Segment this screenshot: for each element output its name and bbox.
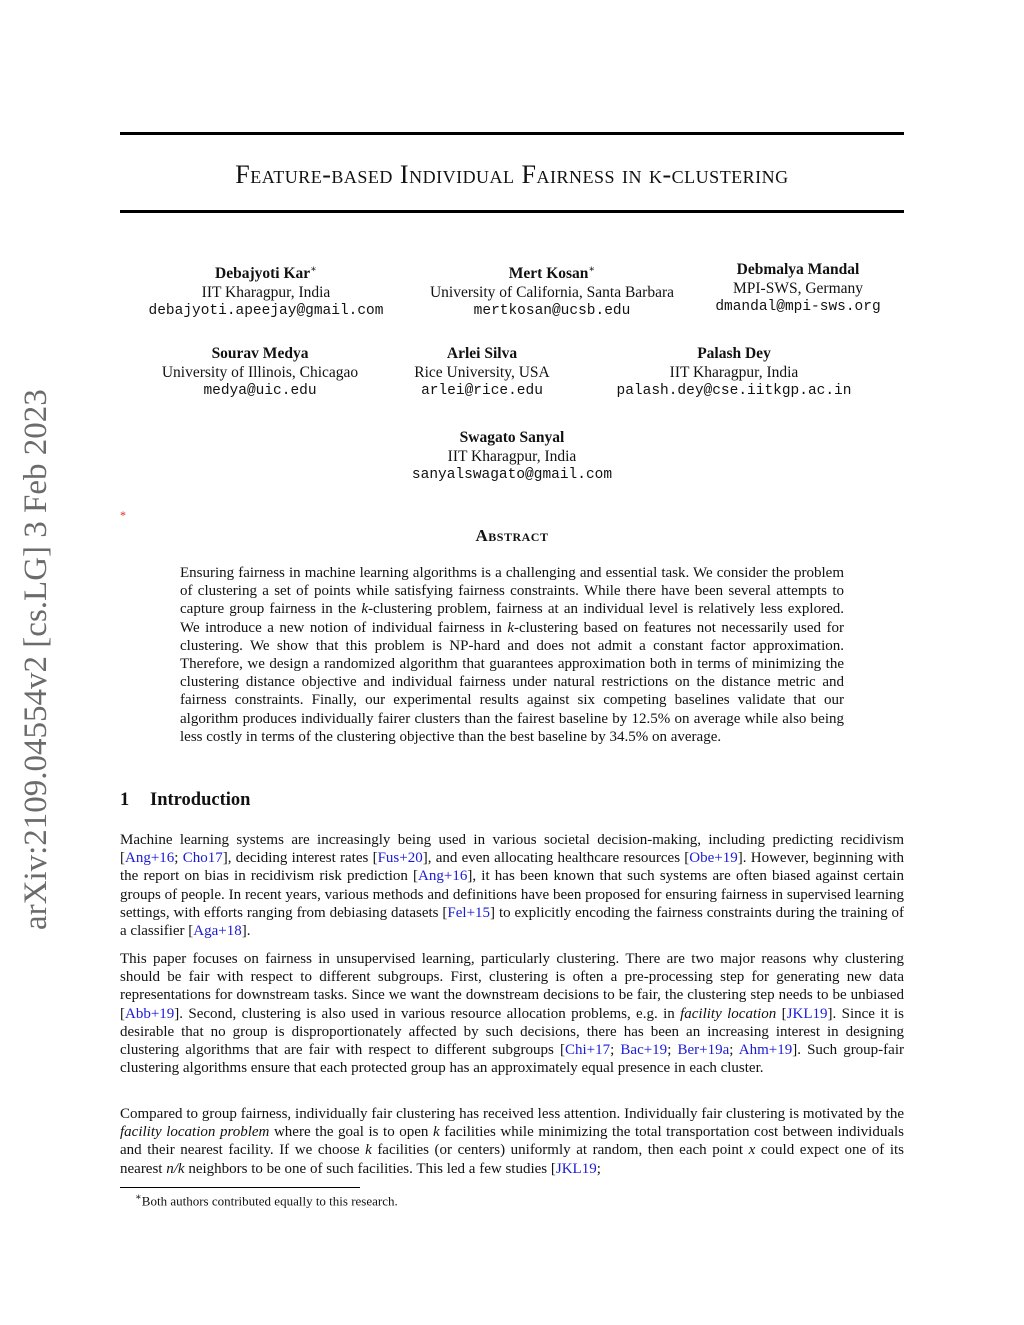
author-block — [126, 260, 406, 321]
author-affiliation: IIT Kharagpur, India — [201, 284, 331, 302]
title-bottom-rule — [120, 210, 904, 213]
footnote: ∗Both authors contributed equally to this research. — [135, 1192, 398, 1209]
author-affiliation: IIT Kharagpur, India — [669, 364, 799, 381]
title-top-rule — [120, 132, 904, 135]
citation-link[interactable]: Abb+19 — [125, 1005, 175, 1022]
author-email[interactable]: palash.dey@cse.iitkgp.ac.in — [616, 383, 852, 399]
author-email[interactable]: debajyoti.apeejay@gmail.com — [148, 303, 384, 320]
author-affiliation: Rice University, USA — [414, 364, 550, 381]
author-block — [592, 344, 876, 401]
citation-link[interactable]: Ang+16 — [125, 850, 175, 867]
citation-link[interactable]: Ber+19a — [677, 1042, 730, 1059]
author-name: Sourav Medya — [211, 345, 309, 362]
abstract-text: Ensuring fairness in machine learning algorithms is a challenging and essential task. We consider the problem of clustering a set of points while satisfying fairness constraints. While there have been several attempts to capture group fairness in the k-clustering problem, fairness at an individual level is relatively less explored. We introduce a new notion of individual fairness in k-clustering based on features not necessarily used for clustering. We show that this problem is NP-hard and does not admit a constant factor approximation. Therefore, we design a randomized algorithm that guarantees approximation both in terms of minimizing the clustering distance objective and individual fairness under natural restrictions on the distance metric and fairness constraints. Finally, our experimental results against six competing baselines validate that our algorithm produces individually fairer clusters than the fairest baseline by 12.5% on average while also being less costly in terms of the clustering objective than the best baseline by 34.5% on average. — [180, 565, 844, 745]
citation-link[interactable]: Fus+20 — [377, 850, 423, 867]
paper-title: Feature-based Individual Fairness in k-clustering — [235, 160, 789, 189]
author-block — [698, 260, 898, 317]
author-email[interactable]: dmandal@mpi-sws.org — [715, 299, 881, 315]
author-email[interactable]: medya@uic.edu — [203, 383, 317, 399]
author-block — [412, 260, 692, 321]
abstract-heading: Abstract — [475, 526, 549, 545]
author-affiliation: MPI-SWS, Germany — [732, 280, 864, 297]
citation-link[interactable]: Ang+16 — [418, 868, 468, 885]
author-email[interactable]: arlei@rice.edu — [421, 383, 543, 399]
author-email[interactable]: mertkosan@ucsb.edu — [473, 303, 631, 320]
arxiv-id: arXiv:2109.04554v2 [cs.LG] 3 Feb 2023 — [18, 389, 54, 930]
citation-link[interactable]: Obe+19 — [689, 850, 738, 867]
citation-link[interactable]: JKL19 — [555, 1160, 597, 1177]
citation-link[interactable]: Ahm+19 — [738, 1042, 793, 1059]
body-paragraph: Compared to group fairness, individually fair clustering has received less attention. Individually fair clustering is motivated by the facility location problem where the goal is to open k facilities while minimizing the total transportation cost between individuals and their nearest facility. If we choose k facilities (or centers) uniformly at random, then each point x could expect one of its nearest n/k neighbors to be one of such facilities. This led a few studies [JKL19; — [120, 1106, 904, 1177]
citation-link[interactable]: Chi+17 — [564, 1042, 611, 1059]
citation-link[interactable]: JKL19 — [786, 1005, 828, 1022]
body-paragraph: Machine learning systems are increasingly being used in various societal decision-making, including predicting recidivism [Ang+16; Cho17], deciding interest rates [Fus+20], and even allocating healthcare resources [Obe+19]. However, beginning with the report on bias in recidivism risk prediction [Ang+16], it has been known that such systems are often biased against certain groups of people. In recent years, various methods and definitions have been proposed for ensuring fairness in supervised learning settings, with efforts ranging from debiasing datasets [Fel+15] to explicitly encoding the fairness constraints during the training of a classifier [Aga+18]. — [120, 832, 905, 940]
section-number: 1 — [120, 790, 130, 810]
author-name: Debajyoti Kar — [215, 265, 311, 283]
author-name: Swagato Sanyal — [459, 429, 565, 446]
author-block — [362, 428, 662, 485]
author-affiliation: University of Illinois, Chicagao — [161, 364, 359, 381]
citation-link[interactable]: Bac+19 — [620, 1042, 668, 1059]
section-title: Introduction — [150, 790, 251, 810]
footnote-marker: * — [120, 508, 126, 522]
section-heading — [120, 790, 250, 811]
body-paragraph: This paper focuses on fairness in unsupervised learning, particularly clustering. There are two major reasons why clustering should be fair with respect to different subgroups. First, clustering is often a pre-processing step for generating new data representations for downstream tasks. Since we want the downstream decisions to be fair, the clustering step needs to be unbiased [Abb+19]. Second, clustering is also used in various resource allocation problems, e.g. in facility location [JKL19]. Since it is desirable that no group is disproportionately affected by such decisions, there has been an increasing interest in designing clustering algorithms that are fair with respect to different subgroups [Chi+17; Bac+19; Ber+19a; Ahm+19]. Such group-fair clustering algorithms ensure that each protected group has an approximately equal presence in each cluster. — [120, 951, 904, 1077]
citation-link[interactable]: Aga+18 — [193, 923, 242, 940]
footnote-rule — [120, 1187, 360, 1188]
author-name: Mert Kosan — [508, 265, 589, 283]
arxiv-stamp — [14, 360, 58, 930]
author-block — [148, 344, 372, 401]
author-affiliation: University of California, Santa Barbara — [429, 284, 675, 302]
citation-link[interactable]: Fel+15 — [447, 904, 491, 921]
author-mark: ∗ — [310, 264, 317, 275]
author-affiliation: IIT Kharagpur, India — [447, 448, 577, 465]
author-mark: ∗ — [588, 264, 596, 275]
author-name: Debmalya Mandal — [736, 261, 860, 278]
author-block — [396, 344, 568, 401]
citation-link[interactable]: Cho17 — [182, 850, 223, 867]
author-name: Arlei Silva — [446, 345, 518, 362]
author-name: Palash Dey — [697, 345, 771, 362]
author-email[interactable]: sanyalswagato@gmail.com — [411, 467, 613, 483]
